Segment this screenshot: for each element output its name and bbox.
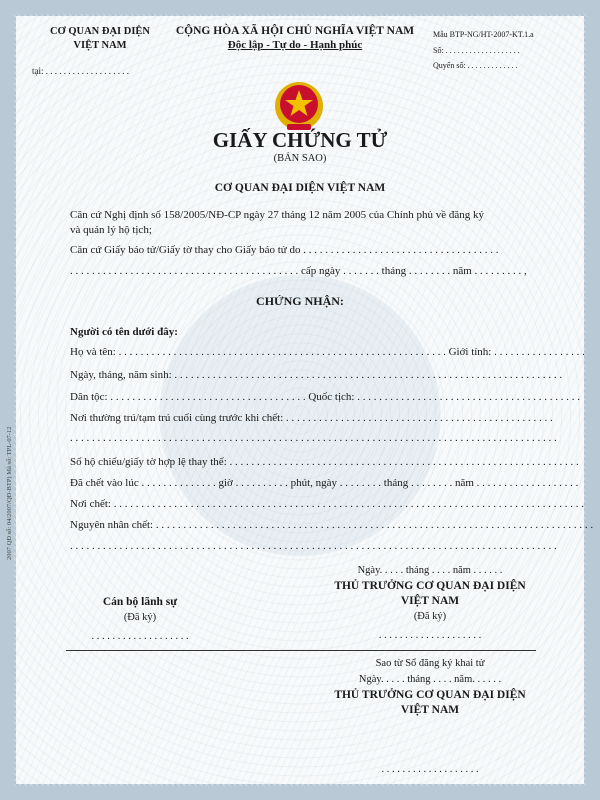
number-field: Số: . . . . . . . . . . . . . . . . . . . — [433, 46, 520, 55]
basis-line3: Căn cứ Giấy báo tử/Giấy tờ thay cho Giấy báo tử do . . . . . . . . . . . . . . . . . . . . . . . . . . . . . . . . . . . . — [70, 244, 499, 256]
copy-head-title: THỦ TRƯỞNG CƠ QUAN ĐẠI DIỆN — [334, 689, 526, 701]
signature-date: Ngày. . . . . tháng . . . . năm . . . . . . — [357, 565, 503, 576]
person-intro: Người có tên dưới đây: — [70, 326, 178, 338]
document-title: GIẤY CHỨNG TỬ — [212, 128, 388, 152]
basis-line4: . . . . . . . . . . . . . . . . . . . . . . . . . . . . . . . . . . . . . . . . . . cấp ngày . . . . . . . tháng . . . . . . . . năm . . . . . . . . . , — [70, 265, 527, 277]
side-note: 2007 QĐ số: 04/2007/QĐ-BTP) Mã số: TPL-07-12 — [6, 426, 13, 560]
field-cause-cont: . . . . . . . . . . . . . . . . . . . . . . . . . . . . . . . . . . . . . . . . . . . . . . . . . . . . . . . . . . . . . . . . . . . . . . . . . . . . . . . . . . . . . . . . . — [70, 540, 557, 552]
head-title-line2: VIỆT NAM — [400, 595, 460, 607]
form-code: Mẫu BTP-NG/HT-2007-KT.1.a — [433, 30, 534, 39]
head-title: THỦ TRƯỞNG CƠ QUAN ĐẠI DIỆN — [334, 580, 526, 592]
agency-line2: VIỆT NAM — [73, 40, 127, 51]
field-residence: Nơi thường trú/tạm trú cuối cùng trước khi chết: . . . . . . . . . . . . . . . . . . . . . . . . . . . . . . . . . . . . . . . . . . . . . . . . . — [70, 412, 553, 424]
separator-line — [66, 650, 536, 651]
field-death-time: Đã chết vào lúc . . . . . . . . . . . . . . giờ . . . . . . . . . . phút, ngày . . . . . . . . tháng . . . . . . . . năm . . . . . . . . . . . . . . . . . . . — [70, 477, 579, 489]
consul-signature-dots: . . . . . . . . . . . . . . . . . . . — [91, 631, 189, 642]
book-number-field: Quyển số: . . . . . . . . . . . . . — [433, 61, 518, 70]
basis-line2: và quản lý hộ tịch; — [70, 224, 152, 236]
agency-location: tại: . . . . . . . . . . . . . . . . . . . — [32, 66, 129, 76]
head-signature-dots: . . . . . . . . . . . . . . . . . . . . — [378, 630, 482, 641]
head-signed: (Đã ký) — [413, 611, 447, 622]
consul-signed: (Đã ký) — [123, 612, 157, 623]
document-subtitle: (BẢN SAO) — [273, 153, 327, 164]
field-death-place: Nơi chết: . . . . . . . . . . . . . . . . . . . . . . . . . . . . . . . . . . . . . . . . . . . . . . . . . . . . . . . . . . . . . . . . . . . . . . . . . . . . . . . . . . . . . . — [70, 498, 584, 510]
field-cause: Nguyên nhân chết: . . . . . . . . . . . . . . . . . . . . . . . . . . . . . . . . . . . . . . . . . . . . . . . . . . . . . . . . . . . . . . . . . . . . . . . . . . . . . . . . — [70, 519, 594, 531]
copy-source: Sao từ Sổ đăng ký khai tử — [375, 658, 485, 669]
field-residence-cont: . . . . . . . . . . . . . . . . . . . . . . . . . . . . . . . . . . . . . . . . . . . . . . . . . . . . . . . . . . . . . . . . . . . . . . . . . . . . . . . . . . . . . . . . . — [70, 432, 557, 444]
copy-head-title-line2: VIỆT NAM — [400, 704, 460, 716]
national-emblem-icon — [270, 80, 328, 134]
field-ethnicity-nationality: Dân tộc: . . . . . . . . . . . . . . . . . . . . . . . . . . . . . . . . . . . . Quốc tịch: . . . . . . . . . . . . . . . . . . . . . . . . . . . . . . . . . . . . . . . . . — [70, 391, 580, 403]
copy-signature-dots: . . . . . . . . . . . . . . . . . . . — [381, 764, 479, 775]
nation-title: CỘNG HÒA XÃ HỘI CHỦ NGHĨA VIỆT NAM — [175, 25, 415, 37]
motto: Độc lập - Tự do - Hạnh phúc — [227, 39, 363, 51]
basis-line1: Căn cứ Nghị định số 158/2005/NĐ-CP ngày 27 tháng 12 năm 2005 của Chính phủ về đăng ký — [70, 209, 485, 221]
field-date-of-birth: Ngày, tháng, năm sinh: . . . . . . . . . . . . . . . . . . . . . . . . . . . . . . . . . . . . . . . . . . . . . . . . . . . . . . . . . . . . . . . . . . . . . . . — [70, 369, 563, 381]
field-full-name: Họ và tên: . . . . . . . . . . . . . . . . . . . . . . . . . . . . . . . . . . . . . . . . . . . . . . . . . . . . . . . . . . . . Giới tính: . . . . . . . . . . . . . . . . . — [70, 346, 585, 358]
issuer: CƠ QUAN ĐẠI DIỆN VIỆT NAM — [214, 182, 386, 194]
agency-line1: CƠ QUAN ĐẠI DIỆN — [49, 26, 151, 37]
copy-date: Ngày. . . . . tháng . . . . năm. . . . . . — [358, 674, 502, 685]
consul-title: Cán bộ lãnh sự — [102, 596, 178, 608]
certify-heading: CHỨNG NHẬN: — [256, 294, 344, 308]
field-passport: Số hộ chiếu/giấy tờ hợp lệ thay thế: . . . . . . . . . . . . . . . . . . . . . . . . . . . . . . . . . . . . . . . . . . . . . . . . . . . . . . . . . . . . . . . . — [70, 456, 579, 468]
